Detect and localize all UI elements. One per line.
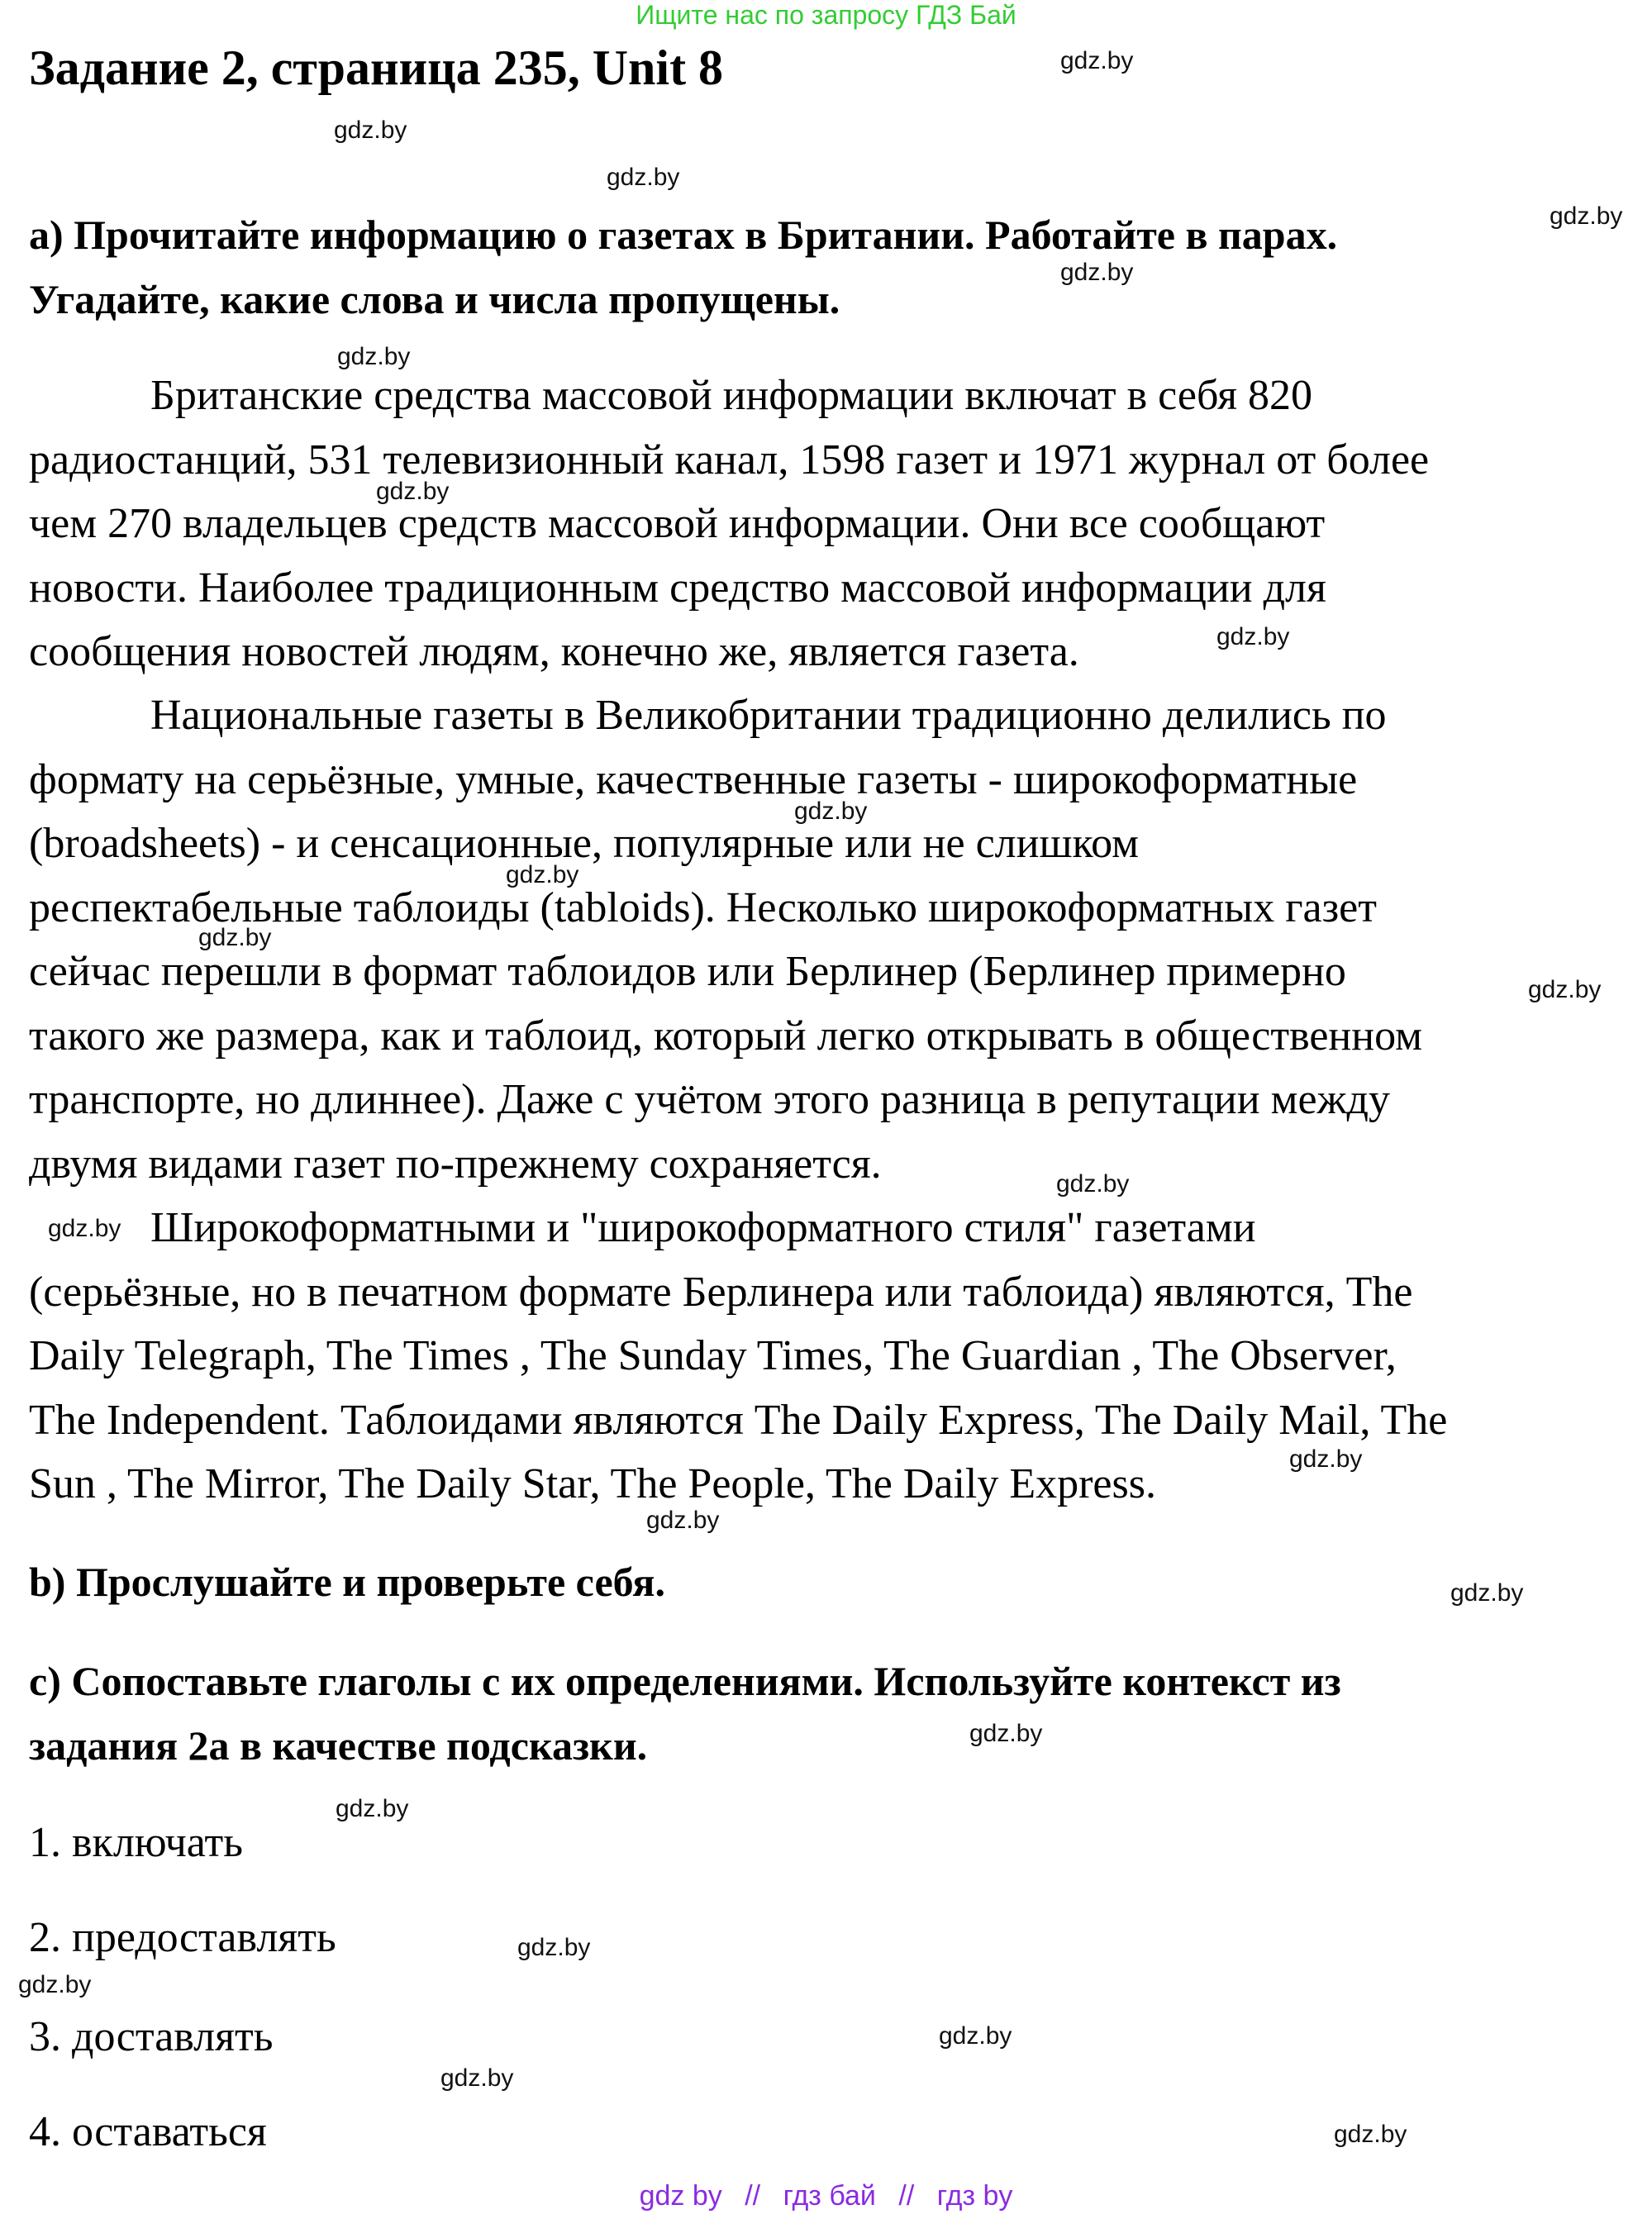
watermark-text: gdz.by bbox=[198, 924, 272, 951]
watermark-text: gdz.by bbox=[969, 1720, 1043, 1747]
task-a-heading-line: a) Прочитайте информацию о газетах в Британии. Работайте в парах. bbox=[29, 212, 1338, 258]
watermark-text: gdz.by bbox=[939, 2022, 1012, 2050]
text-line: сейчас перешли в формат таблоидов или Берлинер (Берлинер примерно bbox=[29, 948, 1346, 995]
text-line: радиостанций, 531 телевизионный канал, 1598 газет и 1971 журнал от более bbox=[29, 436, 1430, 483]
footer-link[interactable]: gdz by bbox=[639, 2180, 722, 2212]
watermark-text: gdz.by bbox=[440, 2064, 514, 2092]
text-line: Национальные газеты в Великобритании традиционно делились по bbox=[150, 692, 1387, 739]
task-a-heading bbox=[29, 202, 1624, 331]
text-line: транспорте, но длиннее). Даже с учётом этого разница в репутации между bbox=[29, 1076, 1390, 1123]
watermark-text: gdz.by bbox=[48, 1215, 121, 1242]
watermark-text: gdz.by bbox=[517, 1934, 591, 1961]
text-line: формату на серьёзные, умные, качественные газеты - широкоформатные bbox=[29, 755, 1358, 803]
text-line: Широкоформатными и "широкоформатного стиля" газетами bbox=[150, 1204, 1256, 1251]
task-b-heading bbox=[29, 1550, 1624, 1614]
page-title: Задание 2, страница 235, Unit 8 bbox=[29, 40, 724, 95]
text-line: двумя видами газет по-прежнему сохраняется. bbox=[29, 1140, 882, 1188]
watermark-text: gdz.by bbox=[607, 164, 680, 191]
paragraph-1 bbox=[29, 364, 1640, 684]
search-banner[interactable]: Ищите нас по запросу ГДЗ Бай bbox=[636, 0, 1016, 30]
footer-separator: // bbox=[898, 2180, 915, 2212]
paragraph-3 bbox=[29, 1196, 1640, 1517]
watermark-text: gdz.by bbox=[337, 343, 411, 370]
text-line: такого же размера, как и таблоид, который легко открывать в общественном bbox=[29, 1012, 1422, 1060]
text-line: (broadsheets) - и сенсационные, популярные или не слишком bbox=[29, 820, 1140, 867]
watermark-text: gdz.by bbox=[1528, 976, 1602, 1003]
watermark-text: gdz.by bbox=[506, 861, 579, 888]
text-line: Daily Telegraph, The Times , The Sunday Times, The Guardian , The Observer, bbox=[29, 1332, 1397, 1379]
list-item: 2. предоставлять bbox=[29, 1914, 336, 1961]
footer-link[interactable]: гдз бай bbox=[783, 2180, 876, 2212]
task-c-heading-line: задания 2a в качестве подсказки. bbox=[29, 1722, 648, 1769]
text-line: Sun , The Mirror, The Daily Star, The People, The Daily Express. bbox=[29, 1460, 1156, 1507]
watermark-text: gdz.by bbox=[1334, 2121, 1407, 2148]
watermark-text: gdz.by bbox=[1056, 1170, 1130, 1198]
text-line: чем 270 владельцев средств массовой информации. Они все сообщают bbox=[29, 500, 1326, 547]
watermark-text: gdz.by bbox=[646, 1507, 720, 1534]
text-line: The Independent. Таблоидами являются The Daily Express, The Daily Mail, The bbox=[29, 1396, 1448, 1444]
watermark-text: gdz.by bbox=[1289, 1445, 1363, 1473]
watermark-text: gdz.by bbox=[376, 478, 450, 505]
footer-link[interactable]: гдз by bbox=[936, 2180, 1013, 2212]
watermark-text: gdz.by bbox=[18, 1971, 92, 1998]
watermark-text: gdz.by bbox=[1450, 1579, 1524, 1607]
text-line: Британские средства массовой информации включат в себя 820 bbox=[150, 372, 1313, 419]
watermark-text: gdz.by bbox=[794, 798, 868, 825]
list-item: 4. оставаться bbox=[29, 2108, 267, 2155]
watermark-text: gdz.by bbox=[1216, 623, 1290, 650]
watermark-text: gdz.by bbox=[1060, 259, 1134, 286]
watermark-text: gdz.by bbox=[336, 1795, 409, 1822]
text-line: новости. Наиболее традиционным средство массовой информации для bbox=[29, 564, 1326, 612]
task-a-heading-line: Угадайте, какие слова и числа пропущены. bbox=[29, 276, 840, 322]
text-line: (серьёзные, но в печатном формате Берлинера или таблоида) являются, The bbox=[29, 1268, 1413, 1316]
list-item: 1. включать bbox=[29, 1819, 243, 1866]
task-c-heading bbox=[29, 1649, 1624, 1778]
task-c-heading-line: c) Сопоставьте глаголы с их определениями. Используйте контекст из bbox=[29, 1658, 1341, 1704]
list-item: 3. доставлять bbox=[29, 2013, 274, 2060]
watermark-text: gdz.by bbox=[1550, 202, 1623, 230]
footer-separator: // bbox=[745, 2180, 761, 2212]
text-line: сообщения новостей людям, конечно же, является газета. bbox=[29, 628, 1079, 675]
watermark-text: gdz.by bbox=[1060, 47, 1134, 74]
task-b-heading-line: b) Прослушайте и проверьте себя. bbox=[29, 1559, 665, 1605]
watermark-text: gdz.by bbox=[334, 117, 407, 144]
footer-links bbox=[0, 2179, 1652, 2212]
text-line: респектабельные таблоиды (tabloids). Несколько широкоформатных газет bbox=[29, 883, 1377, 931]
